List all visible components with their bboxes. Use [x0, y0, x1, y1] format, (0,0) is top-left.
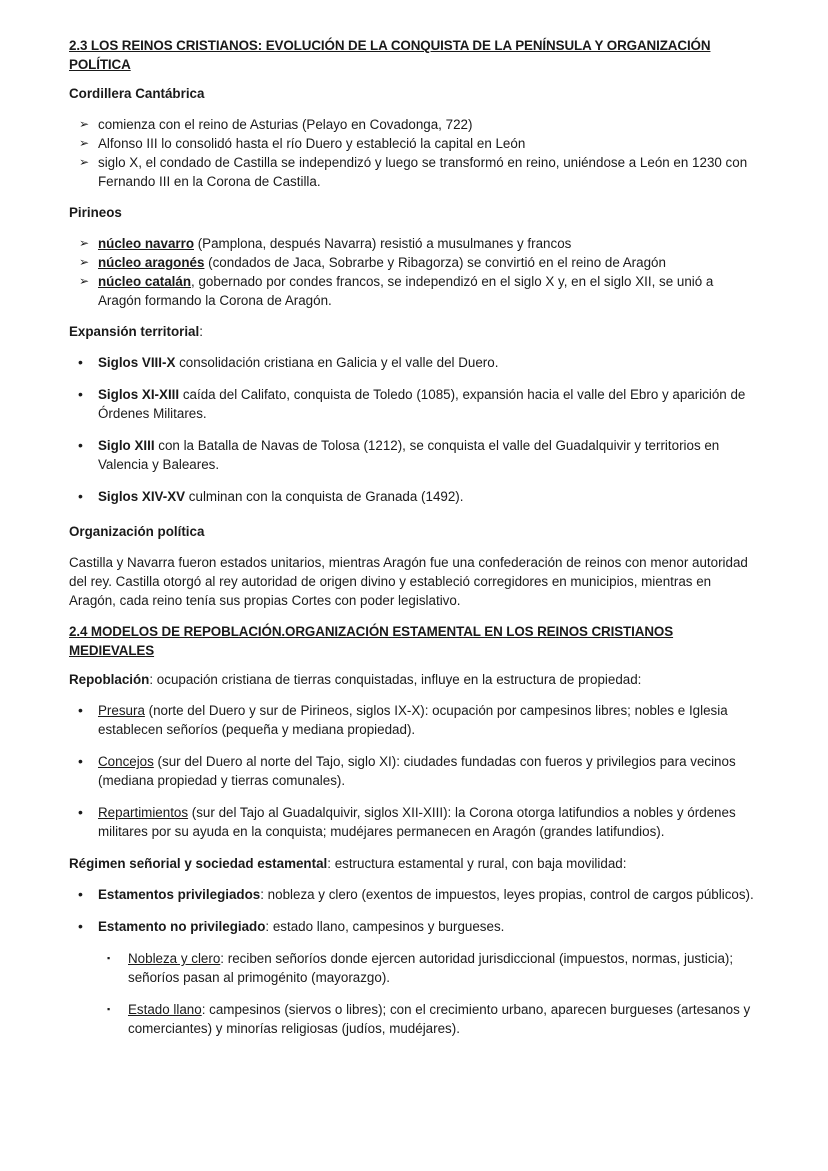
- list-item: ➢ Alfonso III lo consolidó hasta el río Duero y estableció la capital en León: [79, 136, 526, 151]
- regimen-sublist: [98, 949, 759, 1038]
- regimen-intro: Régimen señorial y sociedad estamental: estructura estamental y rural, con baja movilidad:: [69, 856, 627, 871]
- bullet-icon: •: [78, 702, 83, 718]
- section-2-4-title: 2.4 MODELOS DE REPOBLACIÓN.ORGANIZACIÓN ESTAMENTAL EN LOS REINOS CRISTIANOS MEDIEVALES: [69, 624, 674, 658]
- list-item: • Estamentos privilegiados: nobleza y clero (exentos de impuestos, leyes propias, control de cargos públicos).: [78, 886, 754, 902]
- bullet-icon: •: [78, 354, 83, 370]
- list-item: ➢ núcleo catalán, gobernado por condes francos, se independizó en el siglo X y, en el siglo XII, se unió a Aragón formando la Corona de Aragón.: [79, 274, 714, 308]
- arrow-bullet-icon: ➢: [79, 255, 90, 269]
- list-item: • Presura (norte del Duero y sur de Pirineos, siglos IX-X): ocupación por campesinos libres; nobles e Iglesia establecen señoríos (pequeña y mediana propiedad).: [78, 702, 728, 737]
- heading-pirineos: Pirineos: [69, 205, 122, 220]
- square-bullet-icon: ▪: [107, 1004, 111, 1014]
- section-2-3-title: 2.3 LOS REINOS CRISTIANOS: EVOLUCIÓN DE LA CONQUISTA DE LA PENÍNSULA Y ORGANIZACIÓN POLÍTICA: [69, 38, 711, 72]
- list-item: • Siglos VIII-X consolidación cristiana en Galicia y el valle del Duero.: [78, 354, 499, 370]
- bullet-icon: •: [78, 804, 83, 820]
- arrow-bullet-icon: ➢: [79, 155, 90, 169]
- cantabrica-list: [69, 115, 759, 191]
- square-bullet-icon: ▪: [107, 953, 111, 963]
- term: Estamento no privilegiado: [98, 919, 266, 934]
- list-item: ➢ núcleo navarro (Pamplona, después Navarra) resistió a musulmanes y francos: [79, 236, 572, 251]
- term: Estamentos privilegiados: [98, 887, 261, 902]
- organizacion-paragraph: Castilla y Navarra fueron estados unitarios, mientras Aragón fue una confederación de reinos con menor autoridad del rey. Castilla otorgó al rey autoridad de origen divino y estableció corregidores en municipios, mientras en Aragón, cada reino tenía sus propias Cortes con poder legislativo.: [69, 555, 748, 608]
- term: Concejos: [98, 754, 154, 769]
- term: núcleo aragonés: [98, 255, 205, 270]
- repoblacion-intro: Repoblación: ocupación cristiana de tierras conquistadas, influye en la estructura de propiedad:: [69, 672, 642, 687]
- term: Siglos XI-XIII: [98, 387, 180, 402]
- term: Siglo XIII: [98, 438, 155, 453]
- bullet-icon: •: [78, 886, 83, 902]
- list-item: ➢ siglo X, el condado de Castilla se independizó y luego se transformó en reino, uniéndose a León en 1230 con Fernando III en la Corona de Castilla.: [79, 155, 748, 189]
- list-item: ▪ Nobleza y clero: reciben señoríos donde ejercen autoridad jurisdiccional (impuestos, normas, justicia); señoríos pasan al primogénito (mayorazgo).: [107, 951, 734, 985]
- list-item: • Siglo XIII con la Batalla de Navas de Tolosa (1212), se conquista el valle del Guadalquivir y territorios en Valencia y Baleares.: [78, 437, 720, 472]
- list-item: ➢ comienza con el reino de Asturias (Pelayo en Covadonga, 722): [79, 117, 473, 132]
- expansion-list: [69, 353, 759, 506]
- bullet-icon: •: [78, 488, 83, 504]
- repoblacion-list: [69, 701, 759, 841]
- list-item: • Siglos XI-XIII caída del Califato, conquista de Toledo (1085), expansión hacia el valle del Ebro y aparición de Órdenes Militares.: [78, 386, 746, 421]
- list-item: • Concejos (sur del Duero al norte del Tajo, siglo XI): ciudades fundadas con fueros y privilegios para vecinos (mediana propiedad y tierras comunales).: [78, 753, 736, 788]
- arrow-bullet-icon: ➢: [79, 117, 90, 131]
- list-item: ▪ Estado llano: campesinos (siervos o libres); con el crecimiento urbano, aparecen burgueses (artesanos y comerciantes) y minorías religiosas (judíos, mudéjares).: [107, 1002, 751, 1036]
- term: núcleo navarro: [98, 236, 194, 251]
- term: Repartimientos: [98, 805, 189, 820]
- list-item: • Siglos XIV-XV culminan con la conquista de Granada (1492).: [78, 488, 464, 504]
- list-item: • Repartimientos (sur del Tajo al Guadalquivir, siglos XII-XIII): la Corona otorga latifundios a nobles y órdenes militares por su ayuda en la conquista; mudéjares permanecen en Aragón (grandes latifundios).: [78, 804, 736, 839]
- bullet-icon: •: [78, 437, 83, 453]
- arrow-bullet-icon: ➢: [79, 136, 90, 150]
- arrow-bullet-icon: ➢: [79, 274, 90, 288]
- list-item: • Estamento no privilegiado: estado llano, campesinos y burgueses.: [78, 918, 505, 934]
- arrow-bullet-icon: ➢: [79, 236, 90, 250]
- term: Siglos XIV-XV: [98, 489, 186, 504]
- bullet-icon: •: [78, 386, 83, 402]
- term: Siglos VIII-X: [98, 355, 176, 370]
- bullet-icon: •: [78, 918, 83, 934]
- heading-cordillera-cantabrica: Cordillera Cantábrica: [69, 86, 205, 101]
- regimen-list: [69, 885, 759, 936]
- list-item: ➢ núcleo aragonés (condados de Jaca, Sobrarbe y Ribagorza) se convirtió en el reino de Aragón: [79, 255, 666, 270]
- term: Nobleza y clero: [128, 951, 221, 966]
- document-content: [69, 36, 759, 1051]
- bullet-icon: •: [78, 753, 83, 769]
- term: Estado llano: [128, 1002, 202, 1017]
- heading-organizacion-politica: Organización política: [69, 524, 205, 539]
- term: núcleo catalán: [98, 274, 192, 289]
- pirineos-list: [69, 234, 759, 310]
- term: Presura: [98, 703, 145, 718]
- heading-expansion-territorial: Expansión territorial:: [69, 324, 203, 339]
